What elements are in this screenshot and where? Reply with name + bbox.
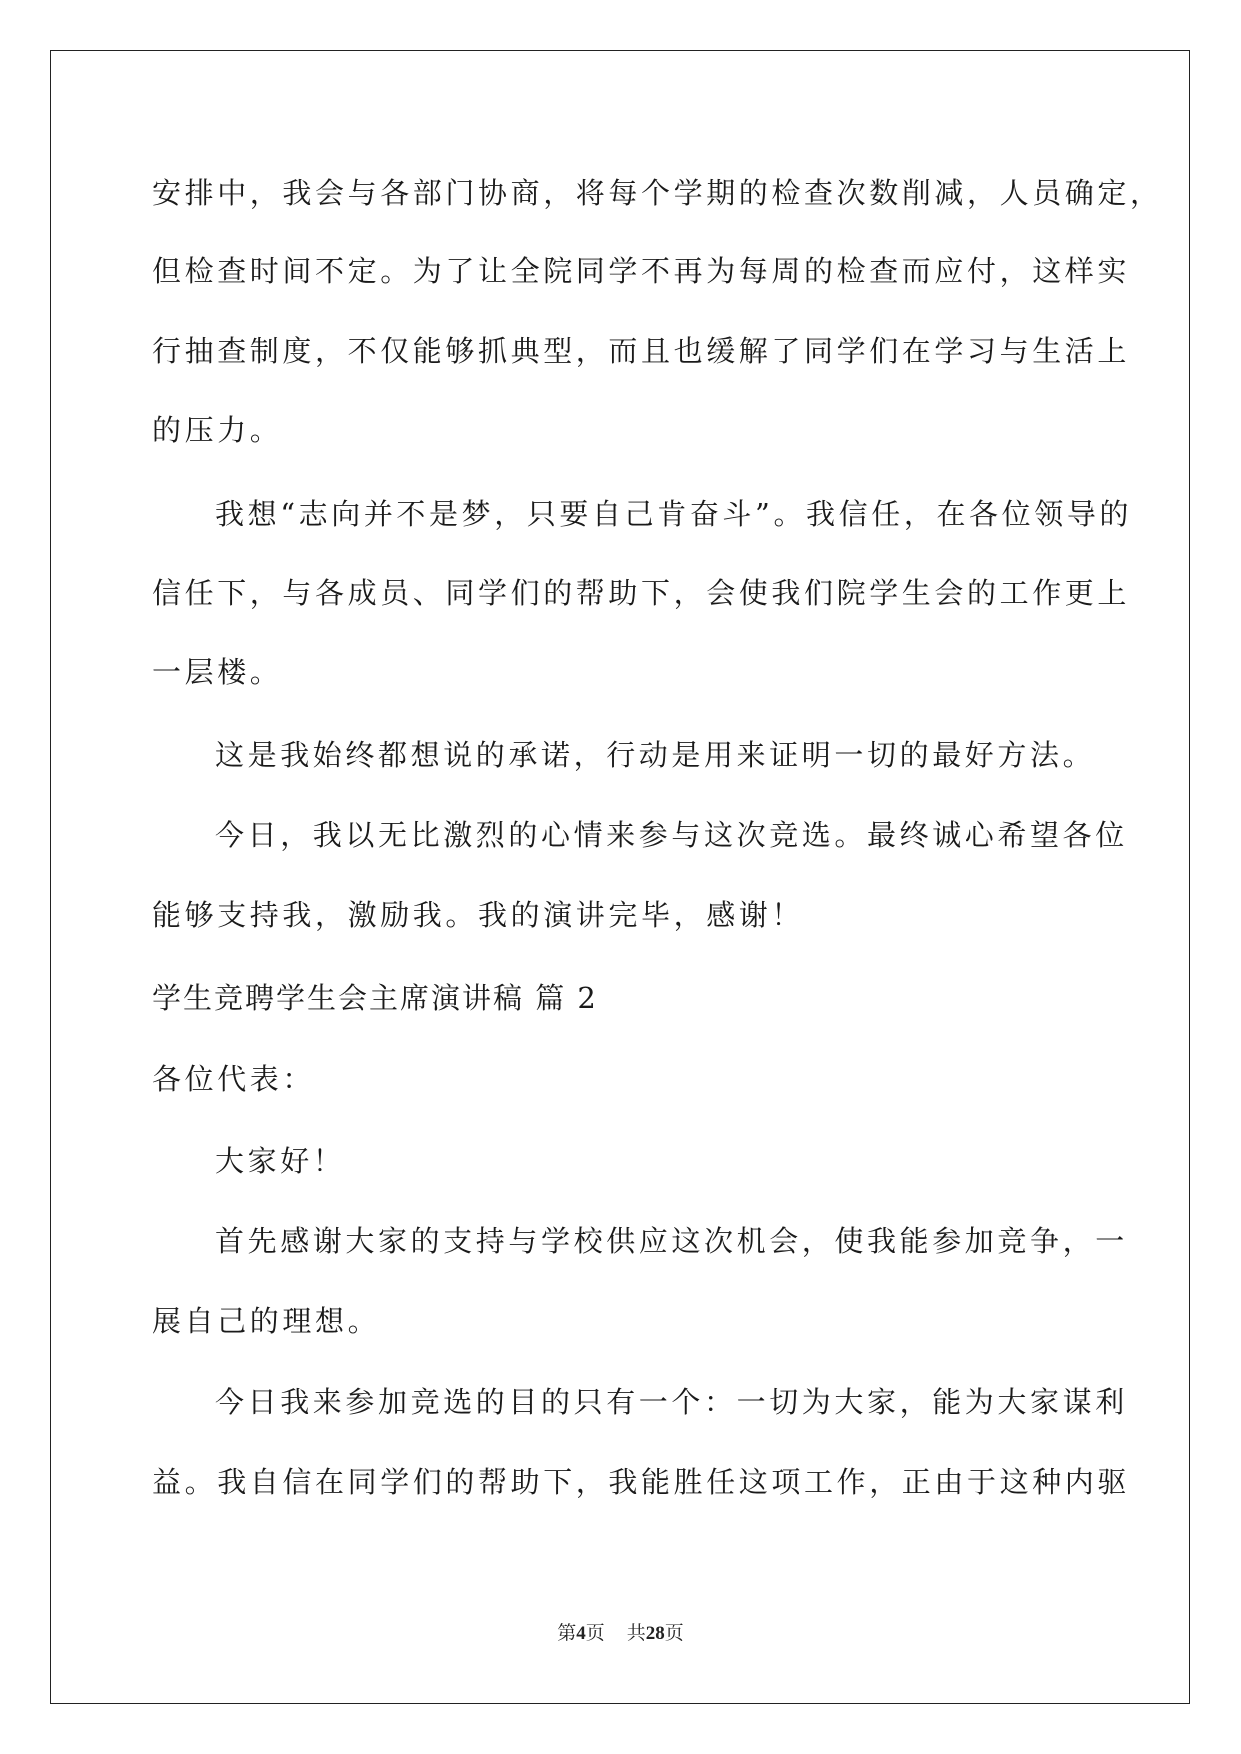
salutation: 各位代表： bbox=[152, 1062, 316, 1096]
page-number: 4 bbox=[576, 1623, 586, 1644]
paragraph-line: 能够支持我，激励我。我的演讲完毕，感谢！ bbox=[152, 898, 805, 932]
paragraph-line: 行抽查制度，不仅能够抓典型，而且也缓解了同学们在学习与生活上 bbox=[152, 334, 1131, 368]
paragraph-line: 今日，我以无比激烈的心情来参与这次竞选。最终诚心希望各位 bbox=[215, 818, 1128, 852]
paragraph-line: 展自己的理想。 bbox=[152, 1304, 381, 1338]
total-prefix: 共 bbox=[626, 1623, 646, 1644]
greeting: 大家好！ bbox=[215, 1144, 346, 1178]
paragraph-line: 今日我来参加竞选的目的只有一个：一切为大家，能为大家谋利 bbox=[215, 1385, 1128, 1419]
paragraph-line: 但检查时间不定。为了让全院同学不再为每周的检查而应付，这样实 bbox=[152, 254, 1131, 288]
page-prefix: 第 bbox=[557, 1623, 577, 1644]
section-heading: 学生竞聘学生会主席演讲稿 篇 2 bbox=[152, 981, 598, 1015]
paragraph-line: 益。我自信在同学们的帮助下，我能胜任这项工作，正由于这种内驱 bbox=[152, 1465, 1131, 1499]
paragraph-line: 这是我始终都想说的承诺，行动是用来证明一切的最好方法。 bbox=[215, 738, 1096, 772]
paragraph-line: 首先感谢大家的支持与学校供应这次机会，使我能参加竞争，一 bbox=[215, 1224, 1128, 1258]
total-suffix: 页 bbox=[664, 1623, 684, 1644]
page-border bbox=[50, 50, 1190, 1704]
paragraph-line: 安排中，我会与各部门协商，将每个学期的检查次数削减，人员确定， bbox=[152, 176, 1163, 210]
page-footer bbox=[0, 1622, 1241, 1646]
paragraph-line: 信任下，与各成员、同学们的帮助下，会使我们院学生会的工作更上 bbox=[152, 576, 1131, 610]
paragraph-line: 的压力。 bbox=[152, 413, 283, 447]
paragraph-line: 我想“志向并不是梦，只要自己肯奋斗”。我信任，在各位领导的 bbox=[215, 497, 1133, 531]
total-pages: 28 bbox=[645, 1623, 665, 1644]
paragraph-line: 一层楼。 bbox=[152, 655, 283, 689]
page-suffix: 页 bbox=[585, 1623, 605, 1644]
